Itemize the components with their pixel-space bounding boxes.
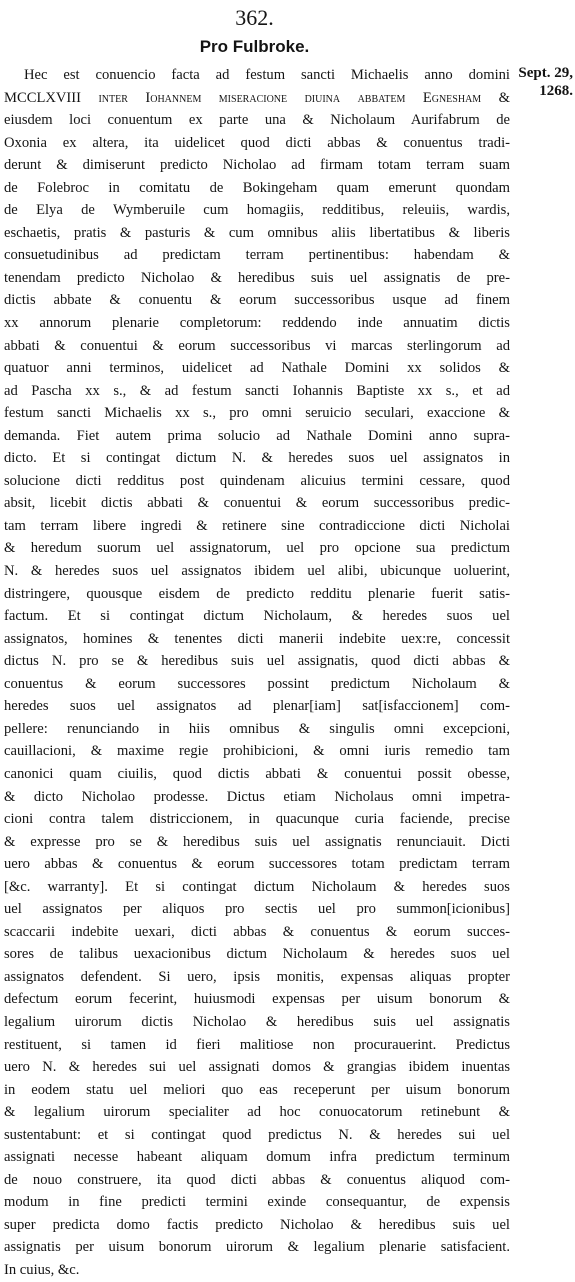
text-line: consuetudinibus ad predictam terram pertinentibus: habendam & — [4, 247, 510, 264]
text-line: demanda. Fiet autem prima solucio ad Nathale Domini anno supra- — [4, 427, 510, 444]
text-line: Oxonia ex altera, ita uidelicet quod dicti abbas & conuentus tradi- — [4, 134, 510, 151]
text-line: de Folebroc in comitatu de Bokingeham quam emerunt quondam — [4, 179, 510, 196]
text-line: ad Pascha xx s., & ad festum sancti Iohannis Baptiste xx s., et ad — [4, 382, 510, 399]
text-line: & dicto Nicholao prodesse. Dictus etiam Nicholaus omni impetra- — [4, 788, 510, 805]
text-line: factum. Et si contingat dictum Nicholaum, & heredes suos uel — [4, 608, 510, 625]
margin-date-note — [511, 64, 573, 100]
text-line: & expresse pro se & heredibus suis uel assignatis renunciauit. Dicti — [4, 833, 510, 850]
text-line: tam terram libere ingredi & retinere sine contradiccione dicti Nicholai — [4, 517, 510, 534]
text-line: N. & heredes suos uel assignatos ibidem uel alibi, ubicunque uoluerint, — [4, 563, 510, 580]
text-line: assignatos, homines & tenentes dicti manerii indebite uex:re, concessit — [4, 630, 510, 647]
text-line: & heredum suorum uel assignatorum, uel pro opcione sua predictum — [4, 540, 510, 557]
text-line: In cuius, &c. — [4, 1261, 80, 1278]
text-line: eiusdem loci conuentum ex parte una & Nicholaum Aurifabrum de — [4, 112, 510, 129]
text-line: dictis abbate & conuentu & eorum successoribus usque ad finem — [4, 292, 510, 309]
charter-text — [4, 64, 510, 1282]
text-line: uero abbas & conuentus & eorum successores totam predictam terram — [4, 856, 510, 873]
text-line: [&c. warranty]. Et si contingat dictum Nicholaum & heredes suos — [4, 878, 510, 895]
document-title: Pro Fulbroke. — [199, 37, 310, 56]
text-line: restituent, si tamen id fieri malitiose non procurauerint. Predictus — [4, 1036, 510, 1053]
text-line: abbati & conuentui & eorum successoribus vi marcas sterlingorum ad — [4, 337, 510, 354]
text-line: quatuor anni terminos, uidelicet ad Nathale Domini xx solidos & — [4, 360, 510, 377]
text-line: distringere, quousque eisdem de predicto redditu plenarie fuerit satis- — [4, 585, 510, 602]
text-line: defectum eorum fecerint, huiusmodi expensas per uisum bonorum & — [4, 991, 510, 1008]
text-line: modum in fine predicti termini exinde consequantur, de expensis — [4, 1194, 510, 1211]
text-line: legalium uirorum dictis Nicholao & heredibus suis uel assignatis — [4, 1013, 510, 1030]
text-line: conuentus & eorum successores possint predictum Nicholaum & — [4, 675, 510, 692]
text-line: eschaetis, pratis & pasturis & cum omnibus aliis libertatibus & liberis — [4, 224, 510, 241]
text-line: scaccarii indebite uexari, dicti abbas & conuentus & eorum succes- — [4, 923, 510, 940]
text-line: assignati necesse habeant aliquam domum infra predictum terminum — [4, 1149, 510, 1166]
text-line: sores de talibus uexacionibus dictum Nicholaum & heredes suos uel — [4, 946, 510, 963]
text-line: tenendam predicto Nicholao & heredibus suis uel assignatis de pre- — [4, 269, 510, 286]
page-number: 362. — [235, 5, 274, 30]
text-line: cauillacioni, & maxime regie prohibicioni, & omni iuris remedio tam — [4, 743, 510, 760]
text-line: derunt & dimiserunt predicto Nicholao ad firmam totam terram suam — [4, 157, 510, 174]
text-line: absit, licebit dictis abbati & conuentui & eorum successoribus predic- — [4, 495, 510, 512]
text-line: solucione dicti redditus post quindenam alicuius termini cessare, quod — [4, 472, 510, 489]
text-line: & legalium uirorum specialiter ad hoc conuocatorum retinebunt & — [4, 1104, 510, 1121]
text-line: super predicta domo factis predicto Nicholao & heredibus suis uel — [4, 1216, 510, 1233]
text-line: cioni contra talem districcionem, in quacunque curia faciende, precise — [4, 811, 510, 828]
text-line: festum sancti Michaelis xx s., pro omni seruicio seculari, exaccione & — [4, 405, 510, 422]
text-line: canonici quam ciuilis, quod dictis abbati & conuentui possit obesse, — [4, 765, 510, 782]
text-line: sustentabunt: et si contingat quod predictus N. & heredes sui uel — [4, 1126, 510, 1143]
text-line: MCCLXVIII inter Iohannem miseracione diuina abbatem Egnesham & — [4, 89, 510, 106]
text-line: uero N. & heredes sui uel assignati domos & grangias ibidem inuentas — [4, 1059, 510, 1076]
margin-year: 1268. — [539, 83, 573, 99]
text-line: heredes suos uel assignatos ad plenar[iam] sat[isfaccionem] com- — [4, 698, 510, 715]
text-line: de nouo construere, ita quod dicti abbas & conuentus aliquod com- — [4, 1171, 510, 1188]
text-line: Hec est conuencio facta ad festum sancti Michaelis anno domini — [24, 67, 510, 83]
text-line: assignatis per uisum bonorum uirorum & legalium plenarie satisfacient. — [4, 1239, 510, 1256]
text-line: dictus N. pro se & heredibus suis uel assignatis, quod dicti abbas & — [4, 653, 510, 670]
text-line: in eodem statu uel meliori quo eas receperunt per uisum bonorum — [4, 1081, 510, 1098]
text-line: xx annorum plenarie completorum: reddendo inde annuatim dictis — [4, 315, 510, 332]
text-line: uel assignatos per aliquos pro sectis uel pro summon[icionibus] — [4, 901, 510, 918]
text-line: dicto. Et si contingat dictum N. & heredes suos uel assignatos in — [4, 450, 510, 467]
margin-date: Sept. 29, — [518, 65, 573, 81]
text-line: pellere: renunciando in hiis omnibus & singulis omni excepcioni, — [4, 720, 510, 737]
text-line: assignatos defendent. Si uero, ipsis monitis, expensas aliquas propter — [4, 968, 510, 985]
text-line: de Elya de Wymberuile cum homagiis, redditibus, releuiis, wardis, — [4, 202, 510, 219]
